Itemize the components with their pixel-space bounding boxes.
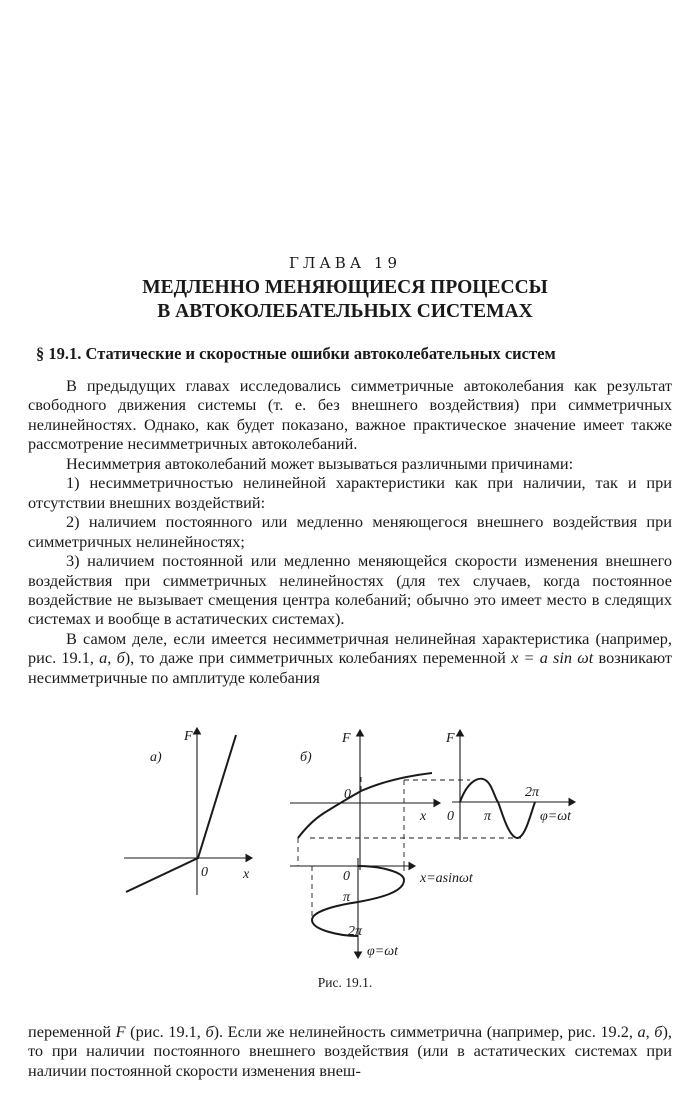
- paragraph-7: переменной F (рис. 19.1, б). Если же нелинейность симметрична (например, рис. 19.2, а, б), то при наличии постоянного внешнего воздействия (или в астатических системах при наличии постоянной скорости изменения внеш-: [28, 1022, 672, 1080]
- label-b: б): [300, 750, 312, 765]
- chapter-title-line-1: МЕДЛЕННО МЕНЯЮЩИЕСЯ ПРОЦЕССЫ: [142, 277, 548, 298]
- figure-caption: Рис. 19.1.: [317, 975, 373, 990]
- paragraph-4: 2) наличием постоянного или медленно меняющегося внешнего воздействия при симметричных нелинейностях;: [28, 512, 672, 551]
- section-title: § 19.1. Статические и скоростные ошибки автоколебательных систем: [36, 344, 556, 363]
- label-x2: x: [420, 809, 427, 824]
- body-text: [28, 376, 672, 687]
- graph-lower: [290, 858, 415, 958]
- figure-19-1: [0, 720, 690, 970]
- chapter-title-line-2: В АВТОКОЛЕБАТЕЛЬНЫХ СИСТЕМАХ: [157, 301, 533, 322]
- formula: x = a sin ωt: [511, 648, 594, 668]
- paragraph-3: 1) несимметричностью нелинейной характеристики как при наличии, так и при отсутствии внешних воздействий:: [28, 473, 672, 512]
- label-F3: F: [446, 731, 455, 746]
- label-phi-down: φ=ωt: [367, 944, 398, 959]
- label-pi2: π: [343, 890, 351, 905]
- label-O3: 0: [447, 809, 454, 824]
- paragraph-5: 3) наличием постоянной или медленно меняющейся скорости изменения внешнего воздействия при симметричных нелинейностях (для тех случаев, когда постоянное воздействие не вызывает смещения центра колебаний; обычно это имеет место в следящих системах и вообще в астатических системах).: [28, 551, 672, 629]
- label-O2: 0: [344, 787, 351, 802]
- label-F1: F: [184, 729, 193, 744]
- graph-a: [124, 728, 252, 895]
- chapter-title: [0, 276, 690, 324]
- body-text-bottom: [28, 1022, 672, 1080]
- label-twopi2: 2π: [348, 924, 363, 939]
- label-x-sin: x=asinωt: [420, 871, 473, 886]
- paragraph-2: Несимметрия автоколебаний может вызываться различными причинами:: [66, 453, 574, 473]
- label-pi1: π: [484, 809, 492, 824]
- graph-b: [290, 730, 521, 920]
- label-twopi1: 2π: [525, 785, 540, 800]
- label-O4: 0: [343, 869, 350, 884]
- label-a: а): [150, 750, 162, 765]
- label-F2: F: [342, 731, 351, 746]
- paragraph-1: В предыдущих главах исследовались симметричные автоколебания как результат свободного движения системы (т. е. без внешнего воздействия) при симметричных нелинейностях. Однако, как будет показано, важное практическое значение имеет также рассмотрение несимметричных автоколебаний.: [28, 376, 672, 454]
- paragraph-6: В самом деле, если имеется несимметричная нелинейная характеристика (например, рис. 19.1, а, б), то даже при симметричных колебаниях переменной x = a sin ωt возникают несимметричные по амплитуде колебания: [28, 628, 673, 687]
- label-x1: x: [243, 867, 250, 882]
- label-O1: 0: [201, 865, 208, 880]
- label-phi-right: φ=ωt: [540, 809, 571, 824]
- chapter-label: ГЛАВА 19: [288, 254, 402, 272]
